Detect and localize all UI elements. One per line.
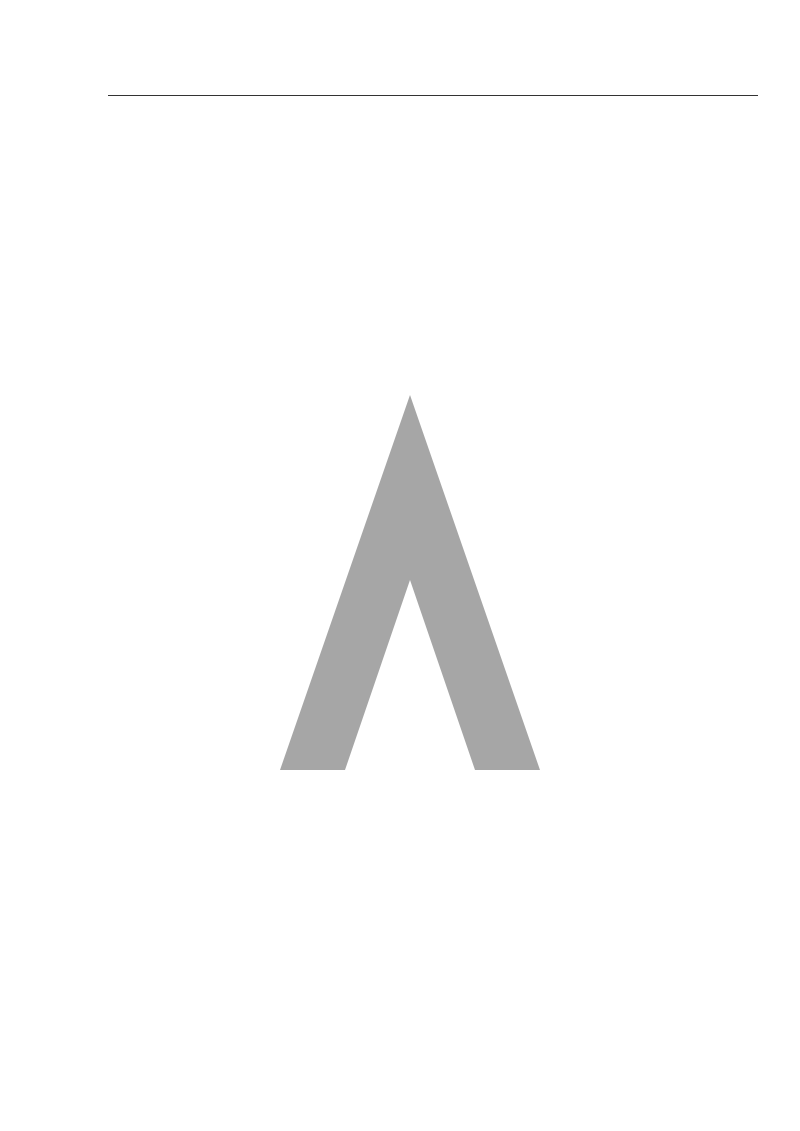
header-rule bbox=[108, 95, 758, 96]
company-watermark bbox=[130, 300, 690, 860]
watermark-ring bbox=[160, 350, 660, 850]
watermark-logo-mark bbox=[280, 395, 540, 770]
